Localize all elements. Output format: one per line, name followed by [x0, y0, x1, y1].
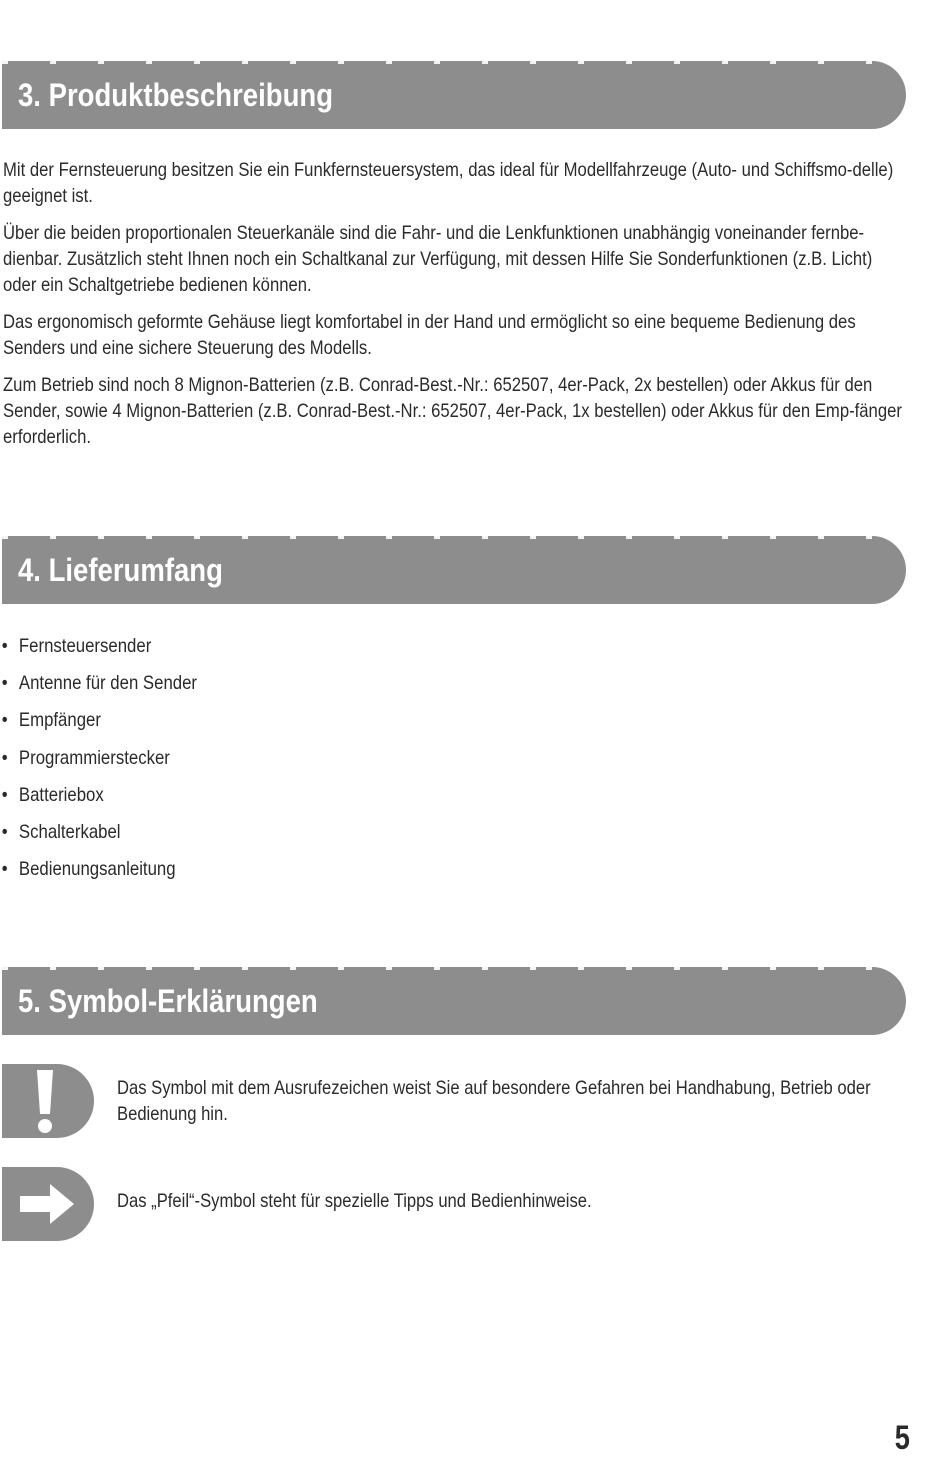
bullet-icon: •: [1, 672, 8, 695]
list-item-label: Batteriebox: [18, 783, 104, 806]
exclamation-icon: [2, 1064, 94, 1138]
section-header-symbols: [2, 967, 906, 1035]
exclamation-description: Das Symbol mit dem Ausrufezeichen weist Sie auf besondere Gefahren bei Handhabung, Betrieb oder Bedienung hin.: [117, 1077, 871, 1125]
bullet-icon: •: [1, 709, 8, 732]
bullet-icon: •: [1, 858, 8, 881]
paragraph-batteries: Zum Betrieb sind noch 8 Mignon-Batterien (z.B. Conrad-Best.-Nr.: 652507, 4er-Pack, 2x bestellen) oder Akkus für den Sender, sowie 4 Mignon-Batterien (z.B. Conrad-Best.-Nr.: 652507, 4er-Pack, 1x bestellen) oder Akkus für den Emp-fänger erforderlich.: [3, 374, 902, 448]
list-item-label: Programmierstecker: [18, 746, 170, 769]
section-title: 3. Produktbeschreibung: [18, 77, 334, 113]
delivery-list: [0, 628, 229, 888]
bullet-icon: •: [1, 783, 8, 806]
list-item: [0, 814, 197, 851]
list-item: [0, 665, 197, 702]
paragraph-channels: Über die beiden proportionalen Steuerkanäle sind die Fahr- und die Lenkfunktionen unabhängig voneinander fernbe-dienbar. Zusätzlich steht Ihnen noch ein Schaltkanal zur Verfügung, mit dessen Hilfe Sie Sonderfunktionen (z.B. Licht) oder ein Schaltgetriebe bedienen können.: [3, 222, 873, 296]
list-item: [0, 777, 197, 814]
list-item-label: Fernsteuersender: [18, 635, 152, 657]
exclamation-icon-graphic: [2, 1064, 94, 1138]
paragraph-intro: Mit der Fernsteuerung besitzen Sie ein Funkfernsteuersystem, das ideal für Modellfahrzeuge (Auto- und Schiffsmo-delle) geeignet ist.: [3, 159, 894, 207]
list-item: [0, 628, 197, 665]
list-item-label: Schalterkabel: [18, 820, 121, 843]
section-header-delivery: [2, 536, 906, 604]
section-title: 5. Symbol-Erklärungen: [18, 983, 318, 1019]
bullet-icon: •: [1, 820, 8, 843]
page-number: 5: [894, 1419, 910, 1457]
section-title: 4. Lieferumfang: [18, 552, 223, 588]
arrow-right-icon: [2, 1167, 94, 1241]
list-item: [0, 740, 197, 777]
list-item-label: Bedienungsanleitung: [18, 858, 176, 881]
arrow-right-icon-graphic: [2, 1167, 94, 1241]
bullet-icon: •: [1, 635, 8, 657]
list-item: [0, 702, 197, 739]
arrow-description: Das „Pfeil“-Symbol steht für spezielle Tipps und Bedienhinweise.: [117, 1190, 592, 1212]
list-item: [0, 851, 197, 888]
bullet-icon: •: [1, 746, 8, 769]
list-item-label: Antenne für den Sender: [18, 672, 198, 695]
section-header-product-description: [2, 61, 906, 129]
paragraph-housing: Das ergonomisch geformte Gehäuse liegt komfortabel in der Hand und ermöglicht so eine bequeme Bedienung des Senders und eine sichere Steuerung des Modells.: [3, 311, 856, 359]
list-item-label: Empfänger: [18, 709, 101, 732]
